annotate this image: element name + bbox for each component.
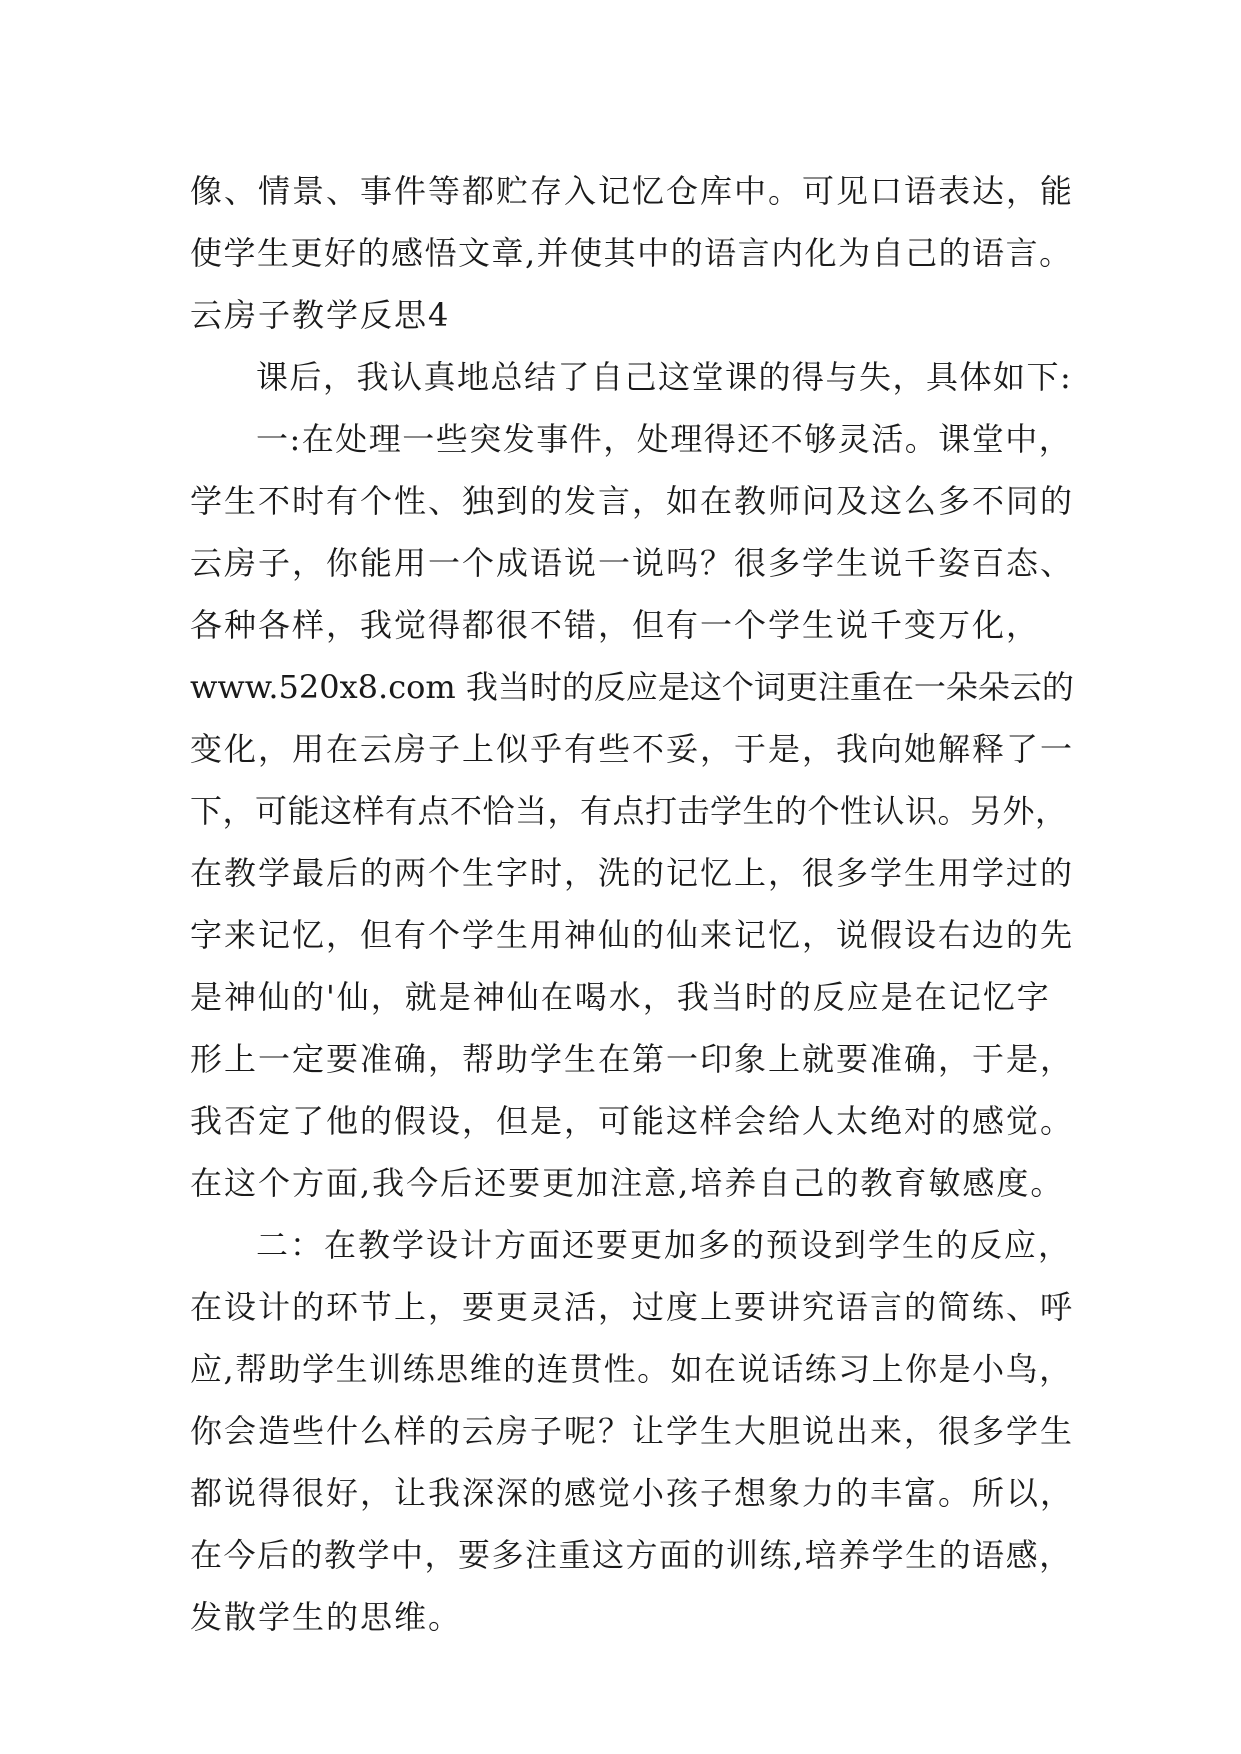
text-line: 在今后的教学中，要多注重这方面的训练,培养学生的语感，	[190, 1536, 1073, 1574]
text-line: 是神仙的'仙，就是神仙在喝水，我当时的反应是在记忆字	[190, 978, 1051, 1016]
text-line: 发散学生的思维。	[190, 1598, 463, 1636]
text-line: 下，可能这样有点不恰当，有点打击学生的个性认识。另外，	[190, 792, 1068, 830]
section-heading: 云房子教学反思4	[190, 296, 451, 334]
text-line: 像、情景、事件等都贮存入记忆仓库中。可见口语表达，能	[190, 172, 1075, 210]
text-line: 使学生更好的感悟文章,并使其中的语言内化为自己的语言。	[190, 234, 1073, 272]
text-line: 我否定了他的假设，但是，可能这样会给人太绝对的感觉。	[190, 1102, 1075, 1140]
text-line: 各种各样，我觉得都很不错，但有一个学生说千变万化，	[190, 606, 1041, 644]
text-line: 课后，我认真地总结了自己这堂课的得与失，具体如下:	[256, 358, 1073, 396]
text-line: 云房子，你能用一个成语说一说吗？很多学生说千姿百态、	[190, 544, 1075, 582]
text-line: 二：在教学设计方面还要更加多的预设到学生的反应，	[256, 1226, 1073, 1264]
text-line: 应,帮助学生训练思维的连贯性。如在说话练习上你是小鸟，	[190, 1350, 1073, 1388]
text-line: 学生不时有个性、独到的发言，如在教师问及这么多不同的	[190, 482, 1075, 520]
text-line: 变化，用在云房子上似乎有些不妥，于是，我向她解释了一	[190, 730, 1075, 768]
text-line: 都说得很好，让我深深的感觉小孩子想象力的丰富。所以，	[190, 1474, 1075, 1512]
document-body	[190, 160, 1080, 1648]
text-line: 在设计的环节上，要更灵活，过度上要讲究语言的简练、呼	[190, 1288, 1075, 1326]
text-line: 字来记忆，但有个学生用神仙的仙来记忆，说假设右边的先	[190, 916, 1075, 954]
text-line: 一:在处理一些突发事件，处理得还不够灵活。课堂中，	[256, 420, 1073, 458]
text-line: www.520x8.com 我当时的反应是这个词更注重在一朵朵云的	[190, 668, 1074, 706]
text-line: 在教学最后的两个生字时，洗的记忆上，很多学生用学过的	[190, 854, 1075, 892]
text-line: 在这个方面,我今后还要更加注意,培养自己的教育敏感度。	[190, 1164, 1065, 1202]
text-line: 形上一定要准确，帮助学生在第一印象上就要准确，于是，	[190, 1040, 1075, 1078]
text-line: 你会造些什么样的云房子呢？让学生大胆说出来，很多学生	[190, 1412, 1075, 1450]
